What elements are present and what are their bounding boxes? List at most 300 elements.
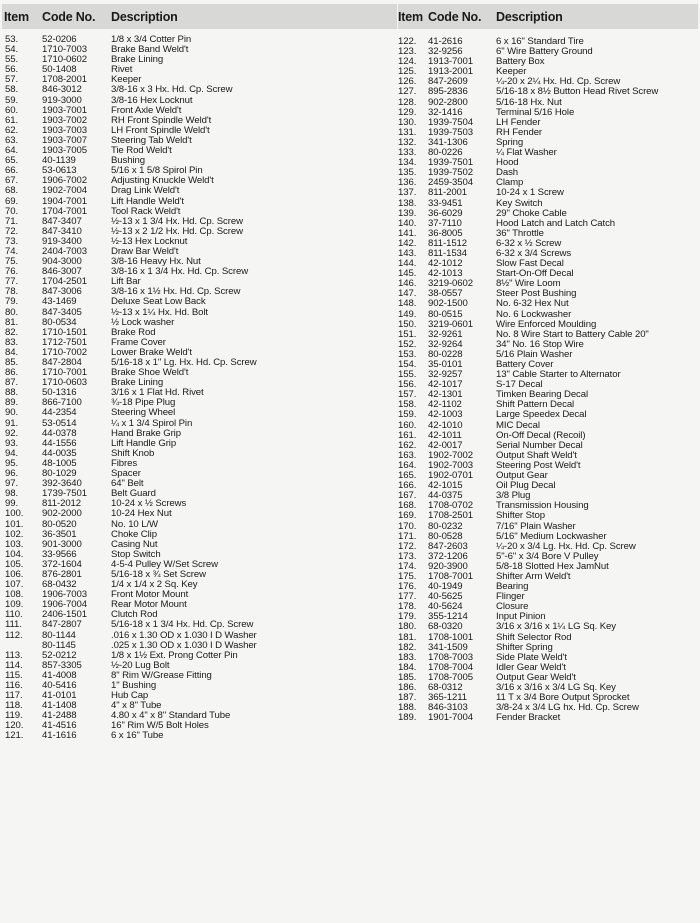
part-description: Tie Rod Weld't <box>111 146 172 157</box>
part-description: ½-13 x 1¼ Hx. Hd. Bolt <box>111 307 208 318</box>
code-number: 341-1306 <box>428 136 468 148</box>
part-description: Casing Nut <box>111 539 158 550</box>
table-header-right <box>398 4 698 29</box>
code-number: 847-2807 <box>42 619 82 631</box>
item-number: 122. <box>398 36 417 47</box>
code-number: 80-0232 <box>428 520 463 532</box>
code-number: 44-2354 <box>42 407 77 419</box>
code-number: 38-0557 <box>428 288 463 300</box>
part-description: Fender Bracket <box>496 713 561 724</box>
part-description: Lower Brake Weld't <box>111 347 192 358</box>
item-number: 146. <box>398 278 417 290</box>
item-number: 127. <box>398 86 417 98</box>
item-number: 142. <box>398 237 417 249</box>
item-number: 93. <box>5 437 19 449</box>
part-description: Output Gear Weld't <box>496 672 576 683</box>
header-item: Item <box>398 9 423 24</box>
item-number: 77. <box>5 276 19 288</box>
part-description: 1/8 x 1½ Ext. Prong Cotter Pin <box>111 650 238 661</box>
code-number: 1903-7002 <box>42 114 87 126</box>
code-number: 811-2012 <box>42 498 82 510</box>
part-description: Stop Switch <box>111 549 161 560</box>
table-row <box>2 186 397 196</box>
part-description: MIC Decal <box>496 420 540 431</box>
code-number: 846-3012 <box>42 84 82 96</box>
part-description: 5/16-18 Hx. Nut <box>496 97 562 108</box>
item-number: 85. <box>5 357 19 368</box>
part-description: Draw Bar Weld't <box>111 246 179 257</box>
part-description: Rear Motor Mount <box>111 600 187 611</box>
item-number: 62. <box>5 124 19 136</box>
code-number: 41-2488 <box>42 710 77 722</box>
item-number: 63. <box>5 134 19 146</box>
item-number: 149. <box>398 308 417 320</box>
code-number: 32-9264 <box>428 338 463 350</box>
item-number: 80. <box>5 306 19 318</box>
part-description: Terminal 5/16 Hole <box>496 107 575 118</box>
part-description: Bearing <box>496 582 529 593</box>
part-description: Fibres <box>111 458 138 469</box>
code-number: 2459-3504 <box>428 177 473 189</box>
item-number: 55. <box>5 54 19 66</box>
code-number: 42-1013 <box>428 268 463 280</box>
part-description: 6-32 x ½ Screw <box>496 238 562 249</box>
part-description: 5/8-18 Slotted Hex JamNut <box>496 561 609 572</box>
item-number: 156. <box>398 379 417 391</box>
code-number: 1704-2501 <box>42 276 87 288</box>
code-number: 1712-7501 <box>42 336 87 348</box>
code-number: 33-9451 <box>428 197 463 209</box>
code-number: 1710-1501 <box>42 326 87 338</box>
code-number: 847-3407 <box>42 215 82 227</box>
item-number: 164. <box>398 459 417 471</box>
item-number: 166. <box>398 480 417 492</box>
header-item: Item <box>4 9 29 24</box>
item-number: 124. <box>398 56 417 68</box>
item-number: 79. <box>5 296 19 308</box>
part-description: 5/16-18 x 1" Lg. Hx. Hd. Cp. Screw <box>111 358 257 368</box>
item-number: 158. <box>398 399 417 411</box>
item-number: 82. <box>5 326 19 338</box>
code-number: 36-8005 <box>428 227 463 239</box>
item-number: 114. <box>5 659 23 671</box>
part-description: 3/16 x 3/16 x 1¼ LG Sq. Key <box>496 622 616 633</box>
item-number: 105. <box>5 558 24 570</box>
code-number: 846-3007 <box>42 266 82 278</box>
item-number: 90. <box>5 407 19 419</box>
part-description: No. 6-32 Hex Nut <box>496 299 569 310</box>
code-number: 847-3006 <box>42 286 82 298</box>
item-number: 60. <box>5 104 19 116</box>
item-number: 168. <box>398 500 417 512</box>
table-row <box>398 713 698 723</box>
code-number: 1906-7003 <box>42 589 87 601</box>
code-number: 1939-7504 <box>428 116 473 128</box>
code-number: 847-2804 <box>42 357 82 368</box>
code-number: 1710-7002 <box>42 346 87 358</box>
part-description: Clamp <box>496 178 524 189</box>
item-number: 141. <box>398 227 417 239</box>
part-description: 3/8 Plug <box>496 491 531 502</box>
item-number: 182. <box>398 641 417 653</box>
item-number: 98. <box>5 488 19 500</box>
item-number: 76. <box>5 266 19 278</box>
code-number: 341-1509 <box>428 641 468 653</box>
item-number: 106. <box>5 568 24 580</box>
item-number: 132. <box>398 136 417 148</box>
code-number: 32-1416 <box>428 106 463 118</box>
part-description: 7/16" Plain Washer <box>496 521 576 532</box>
part-description: Start-On-Off Decal <box>496 269 574 280</box>
code-number: 32-9256 <box>428 46 463 58</box>
part-description: 34" No. 16 Stop Wire <box>496 339 584 350</box>
code-number: 41-1408 <box>42 700 77 712</box>
part-description: Closure <box>496 602 529 613</box>
item-number: 71. <box>5 215 19 227</box>
item-number: 150. <box>398 318 417 330</box>
code-number: 902-1500 <box>428 298 468 310</box>
part-description: 3/8-16 Heavy Hx. Nut <box>111 257 201 268</box>
item-number: 83. <box>5 336 19 348</box>
item-number: 95. <box>5 457 19 469</box>
code-number: 847-2603 <box>428 540 468 552</box>
item-number: 157. <box>398 389 417 401</box>
part-description: Transmission Housing <box>496 501 589 512</box>
item-number: 187. <box>398 692 417 704</box>
item-number: 175. <box>398 570 417 582</box>
part-description: 29" Choke Cable <box>496 208 567 219</box>
code-number: 1708-7005 <box>428 671 473 683</box>
code-number: 1902-7002 <box>428 449 473 461</box>
code-number: 42-1003 <box>428 409 463 421</box>
code-number: 355-1214 <box>428 611 468 623</box>
part-description: Brake Band Weld't <box>111 45 189 56</box>
item-number: 53. <box>5 34 19 45</box>
part-description: Oil Plug Decal <box>496 481 556 492</box>
part-description: Front Axle Weld't <box>111 105 182 116</box>
code-number: 1704-7001 <box>42 205 87 217</box>
code-number: 68-0432 <box>42 579 77 591</box>
item-number: 118. <box>5 700 23 712</box>
part-description: 6 x 16" Tube <box>111 731 164 742</box>
table-header-left <box>2 4 397 29</box>
part-description: Deluxe Seat Low Back <box>111 297 206 308</box>
part-description: Side Plate Weld't <box>496 652 567 663</box>
code-number: 32-9261 <box>428 328 463 340</box>
item-number: 69. <box>5 195 19 207</box>
part-description: 5/16 x 1 5/8 Spirol Pin <box>111 166 203 177</box>
code-number: 365-1211 <box>428 692 468 704</box>
item-number: 136. <box>398 177 417 189</box>
item-number: 94. <box>5 447 19 459</box>
item-number: 117. <box>5 690 23 702</box>
code-number: 2406-1501 <box>42 609 87 621</box>
item-number: 135. <box>398 167 417 179</box>
part-description: 1/4 x 1/4 x 2 Sq. Key <box>111 580 198 591</box>
part-description: Front Motor Mount <box>111 590 189 601</box>
part-description: Large Speedex Decal <box>496 410 587 421</box>
part-description: ½-20 Lug Bolt <box>111 660 170 671</box>
part-description: Key Switch <box>496 198 543 209</box>
code-number: 1708-7001 <box>428 570 473 582</box>
code-number: 847-3405 <box>42 306 82 318</box>
part-description: 8½" Wire Loom <box>496 279 561 290</box>
item-number: 154. <box>398 359 417 370</box>
code-number: 1708-2501 <box>428 510 473 522</box>
code-number: 41-4516 <box>42 720 77 732</box>
parts-column-left <box>2 0 397 742</box>
code-number: 44-0375 <box>428 490 463 502</box>
part-description: On-Off Decal (Recoil) <box>496 430 586 441</box>
part-description: 6 x 16" Standard Tire <box>496 37 584 47</box>
code-number: 3219-0601 <box>428 318 473 330</box>
code-number: 1906-7004 <box>42 599 87 611</box>
item-number: 125. <box>398 66 417 78</box>
code-number: 1708-7003 <box>428 651 473 663</box>
code-number: 44-1556 <box>42 437 77 449</box>
code-number: 50-1408 <box>42 64 77 76</box>
code-number: 920-3900 <box>428 560 468 572</box>
item-number: 112. <box>5 629 23 641</box>
part-description: 16" Rim W/5 Bolt Holes <box>111 721 209 732</box>
part-description: Lift Handle Grip <box>111 438 177 449</box>
item-number: 87. <box>5 377 19 389</box>
parts-rows-right <box>398 37 698 723</box>
code-number: 68-0312 <box>428 682 463 693</box>
code-number: 68-0320 <box>428 621 463 633</box>
code-number: 44-0035 <box>42 447 77 459</box>
item-number: 73. <box>5 235 19 247</box>
code-number: 372-1206 <box>428 550 468 562</box>
item-number: 188. <box>398 702 417 714</box>
code-number: 50-1316 <box>42 387 77 399</box>
code-number: 1708-1001 <box>428 631 473 643</box>
parts-column-right <box>398 0 698 723</box>
code-number: 392-3640 <box>42 478 82 490</box>
item-number: 120. <box>5 720 24 732</box>
item-number: 89. <box>5 397 19 409</box>
code-number: 1708-7004 <box>428 661 473 673</box>
code-number: 1710-7003 <box>42 44 87 56</box>
part-description: 3/8-24 x 3/4 LG hx. Hd. Cp. Screw <box>496 703 639 714</box>
part-description: .025 x 1.30 OD x 1.030 I D Washer <box>111 640 257 651</box>
item-number: 92. <box>5 427 19 439</box>
part-description: Brake Shoe Weld't <box>111 368 189 379</box>
item-number: 162. <box>398 439 417 451</box>
item-number: 66. <box>5 165 19 177</box>
item-number: 137. <box>398 187 417 199</box>
part-description: Slow Fast Decal <box>496 259 564 270</box>
code-number: 52-0206 <box>42 34 77 45</box>
item-number: 172. <box>398 540 417 552</box>
part-description: Keeper <box>111 75 142 86</box>
item-number: 81. <box>5 316 19 328</box>
part-description: Keeper <box>496 67 527 78</box>
item-number: 97. <box>5 478 19 490</box>
part-description: Frame Cover <box>111 337 166 348</box>
part-description: Shifter Arm Weld't <box>496 571 571 582</box>
item-number: 86. <box>5 367 19 379</box>
item-number: 167. <box>398 490 417 502</box>
item-number: 121. <box>5 730 24 742</box>
part-description: 11 T x 3/4 Bore Output Sprocket <box>496 693 630 704</box>
item-number: 72. <box>5 225 19 237</box>
code-number: 902-2000 <box>42 508 82 520</box>
item-number: 96. <box>5 468 19 480</box>
part-description: 6" Wire Battery Ground <box>496 47 593 58</box>
item-number: 179. <box>398 611 417 623</box>
part-description: Spring <box>496 137 524 148</box>
code-number: 1903-7007 <box>42 134 87 146</box>
item-number: 131. <box>398 126 417 138</box>
part-description: Shift Selector Rod <box>496 632 572 643</box>
part-description: No. 6 Lockwasher <box>496 309 572 320</box>
item-number: 109. <box>5 599 24 611</box>
item-number: 184. <box>398 661 417 673</box>
item-number: 101. <box>5 518 24 530</box>
part-description: Timken Bearing Decal <box>496 390 589 401</box>
item-number: 119. <box>5 710 23 722</box>
code-number: 1739-7501 <box>42 488 87 500</box>
code-number: 811-1534 <box>428 247 468 259</box>
code-number: 40-1139 <box>42 155 76 167</box>
item-number: 153. <box>398 348 417 360</box>
part-description: Drag Link Weld't <box>111 186 180 197</box>
code-number: 901-3000 <box>42 538 82 550</box>
code-number: 1913-2001 <box>428 66 473 78</box>
code-number: 42-1010 <box>428 419 463 431</box>
code-number: 1903-7003 <box>42 124 87 136</box>
part-description: 3/8-16 x 1 3/4 Hx. Hd. Cp. Screw <box>111 267 249 278</box>
item-number: 102. <box>5 528 24 540</box>
code-number: 876-2801 <box>42 568 82 580</box>
part-description: LH Front Spindle Weld't <box>111 125 210 136</box>
header-description: Description <box>496 9 563 24</box>
code-number: 1710-7001 <box>42 367 87 379</box>
part-description: LH Fender <box>496 117 541 128</box>
part-description: Hood <box>496 158 519 169</box>
code-number: 80-0228 <box>428 348 463 360</box>
part-description: Steering Wheel <box>111 408 176 419</box>
code-number: 846-3103 <box>428 702 468 714</box>
part-description: ¾-18 Pipe Plug <box>111 398 176 409</box>
item-number: 176. <box>398 581 417 593</box>
item-number: 99. <box>5 498 19 510</box>
part-description: Brake Lining <box>111 378 164 389</box>
code-number: 48-1005 <box>42 457 77 469</box>
part-description: 1" Bushing <box>111 681 157 691</box>
item-number: 61. <box>5 114 19 126</box>
item-number: 128. <box>398 96 417 108</box>
code-number: 80-0226 <box>428 147 463 159</box>
code-number: 40-1949 <box>428 581 463 593</box>
item-number: 185. <box>398 671 417 683</box>
part-description: Output Shaft Weld't <box>496 450 577 461</box>
code-number: 80-0515 <box>428 308 463 320</box>
part-description: Tool Rack Weld't <box>111 206 181 217</box>
item-number: 91. <box>5 417 19 429</box>
code-number: 41-0101 <box>42 690 77 702</box>
item-number: 123. <box>398 46 417 58</box>
part-description: Battery Cover <box>496 360 554 370</box>
part-description: Brake Rod <box>111 327 156 338</box>
item-number: 116. <box>5 680 23 691</box>
part-description: RH Fender <box>496 127 543 138</box>
part-description: ¼-20 x 3/4 Lg. Hx. Hd. Cp. Screw <box>496 541 636 552</box>
code-number: 36-3501 <box>42 528 77 540</box>
code-number: 80-1029 <box>42 468 77 480</box>
part-description: 5/16-18 x 8½ Button Head Rivet Screw <box>496 87 659 98</box>
item-number: 64. <box>5 145 19 157</box>
code-number: 1901-7004 <box>428 712 473 724</box>
part-description: 3/8-16 Hex Locknut <box>111 95 193 106</box>
item-number: 58. <box>5 84 19 96</box>
table-row <box>398 511 698 521</box>
code-number: 41-4008 <box>42 669 77 681</box>
item-number: 107. <box>5 579 24 591</box>
item-number: 115. <box>5 669 23 681</box>
code-number: 44-0378 <box>42 427 77 439</box>
part-description: No. 10 L/W <box>111 519 158 530</box>
item-number: 143. <box>398 247 417 259</box>
item-number: 161. <box>398 429 417 441</box>
code-number: 1913-7001 <box>428 56 473 68</box>
code-number: 2404-7003 <box>42 245 87 257</box>
code-number: 1903-7001 <box>42 104 87 116</box>
code-number: 53-0514 <box>42 417 77 429</box>
part-description: 5/16 Plain Washer <box>496 349 573 360</box>
code-number: 1903-7005 <box>42 145 87 157</box>
code-number: 42-1017 <box>428 379 463 391</box>
part-description: 64" Belt <box>111 479 144 490</box>
code-number: 1708-0702 <box>428 500 473 512</box>
code-number: 847-2609 <box>428 76 468 88</box>
code-number: 895-2836 <box>428 86 468 98</box>
item-number: 155. <box>398 369 417 381</box>
code-number: 41-1616 <box>42 730 77 742</box>
part-description: Shifter Spring <box>496 642 553 653</box>
code-number: 40-5416 <box>42 680 77 691</box>
part-description: 6-32 x 3/4 Screws <box>496 248 572 259</box>
code-number: 40-5624 <box>428 601 463 613</box>
part-description: RH Front Spindle Weld't <box>111 115 212 126</box>
code-number: 35-0101 <box>428 359 463 370</box>
code-number: 1710-0602 <box>42 54 87 66</box>
item-number: 160. <box>398 419 417 431</box>
part-description: Clutch Rod <box>111 610 158 621</box>
part-description: ¼-20 x 2¼ Hx. Hd. Cp. Screw <box>496 77 621 88</box>
code-number: 80-0534 <box>42 316 77 328</box>
code-number: 53-0613 <box>42 165 77 177</box>
code-number: 1710-0603 <box>42 377 87 389</box>
item-number: 56. <box>5 64 19 76</box>
part-description: ½-13 x 1 3/4 Hx. Hd. Cp. Screw <box>111 216 243 227</box>
code-number: 1902-0701 <box>428 470 473 482</box>
item-number: 152. <box>398 338 417 350</box>
item-number: 140. <box>398 217 417 229</box>
part-description: .016 x 1.30 OD x 1.030 I D Washer <box>111 630 257 641</box>
item-number: 133. <box>398 147 417 159</box>
item-number: 180. <box>398 621 417 633</box>
code-number: 1939-7502 <box>428 167 473 179</box>
code-number: 42-1301 <box>428 389 463 401</box>
item-number: 84. <box>5 346 19 358</box>
code-number: 866-7100 <box>42 397 82 409</box>
item-number: 104. <box>5 548 24 560</box>
item-number: 100. <box>5 508 24 520</box>
code-number: 902-2800 <box>428 96 468 108</box>
code-number: 1902-7003 <box>428 459 473 471</box>
